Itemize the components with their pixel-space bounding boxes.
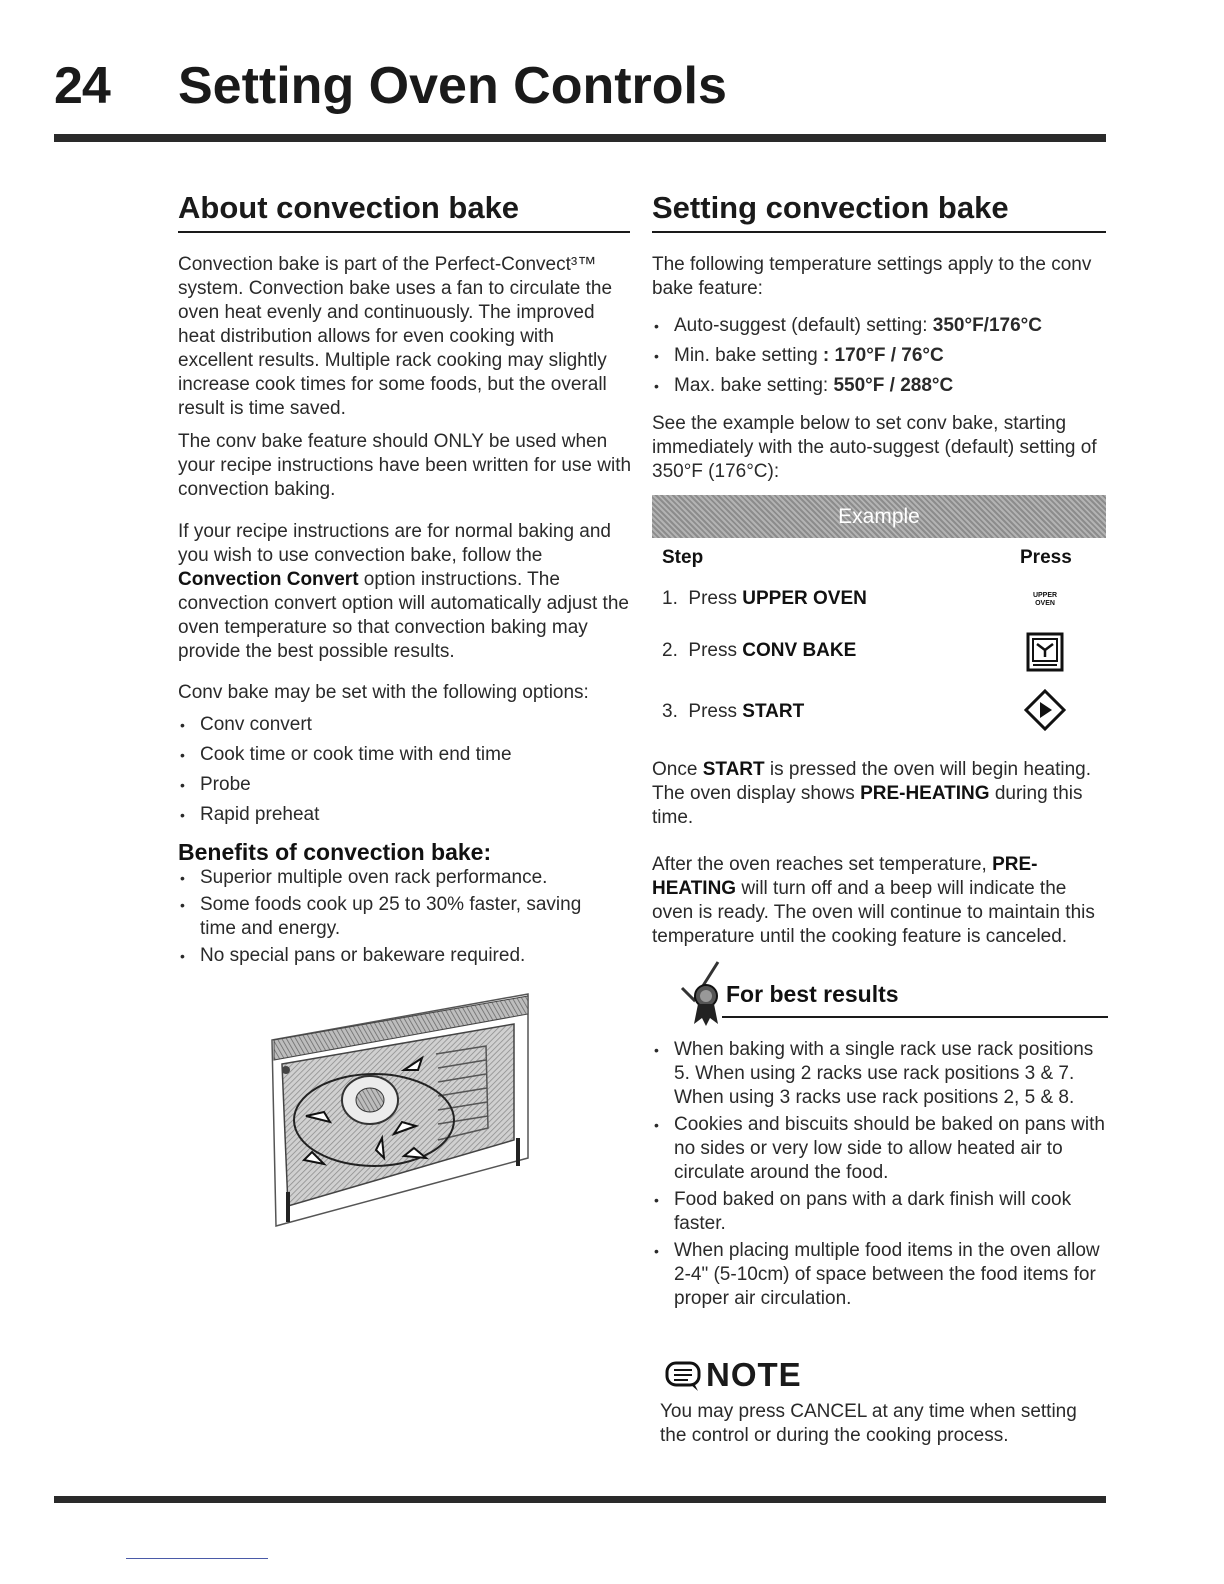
temperature-settings-list [652, 311, 1106, 401]
best-results-heading: For best results [726, 981, 899, 1007]
page-number: 24 [54, 57, 110, 115]
list-item: • When placing multiple food items in the oven allow 2-4" (5-10cm) of space between the food items for proper air circulation. [652, 1239, 1108, 1311]
after-start-paragraph: Once START is pressed the oven will begin heating. The oven display shows PRE-HEATING during this time. [652, 759, 1091, 828]
best-results-rule [722, 1016, 1108, 1018]
about-paragraph-2: The conv bake feature should ONLY be used when your recipe instructions have been written for use with convection baking. [178, 431, 632, 500]
footer-divider [54, 1496, 1106, 1503]
press-column-header: Press [1020, 547, 1072, 568]
list-item: • When baking with a single rack use rack positions 5. When using 2 racks use rack positions 3 & 7. When using 3 racks use rack positions 2, 5 & 8. [652, 1038, 1108, 1110]
header-divider [54, 134, 1106, 142]
example-step-3: 3. Press START [662, 701, 805, 722]
note-text: You may press CANCEL at any time when setting the control or during the cooking process. [660, 1401, 1077, 1446]
setting-convection-heading: Setting convection bake [652, 190, 1009, 225]
list-item: • Min. bake setting : 170°F / 76°C [652, 341, 1106, 371]
about-paragraph-1: Convection bake is part of the Perfect-Convect³™ system. Convection bake uses a fan to circulate the oven heat evenly and continuously. The improved heat distribution allows for even cooking with excellent results. Multiple rack cooking may slightly increase cook times for some foods, but the overall result is time saved. [178, 254, 613, 419]
example-title-bar: Example [652, 495, 1106, 538]
list-item: • Cook time or cook time with end time [178, 740, 634, 770]
award-ribbon-icon [680, 958, 724, 1028]
example-step-2: 2. Press CONV BAKE [662, 640, 857, 661]
page-title: Setting Oven Controls [178, 57, 727, 115]
example-step-1: 1. Press UPPER OVEN [662, 588, 867, 609]
example-intro: See the example below to set conv bake, starting immediately with the auto-suggest (default) setting of 350°F (176°C): [652, 413, 1097, 482]
benefits-list [178, 866, 618, 968]
list-item: • Auto-suggest (default) setting: 350°F/176°C [652, 311, 1106, 341]
list-item: • No special pans or bakeware required. [178, 944, 618, 968]
about-heading-rule [178, 231, 630, 233]
setting-heading-rule [652, 231, 1106, 233]
list-item: • Max. bake setting: 550°F / 288°C [652, 371, 1106, 401]
footer-line [126, 1558, 268, 1559]
options-intro: Conv bake may be set with the following options: [178, 682, 589, 703]
oven-fan-illustration [266, 988, 536, 1230]
start-key-icon [1024, 689, 1066, 731]
list-item: • Probe [178, 770, 634, 800]
list-item: • Conv convert [178, 710, 634, 740]
upper-oven-key-icon: UPPER OVEN [1032, 592, 1058, 607]
list-item: • Food baked on pans with a dark finish will cook faster. [652, 1188, 1108, 1236]
note-heading: NOTE [706, 1356, 802, 1393]
list-item: • Some foods cook up 25 to 30% faster, saving time and energy. [178, 893, 618, 941]
settings-intro: The following temperature settings apply to the conv bake feature: [652, 254, 1092, 299]
benefits-heading: Benefits of convection bake: [178, 839, 492, 865]
convection-convert-term: Convection Convert [178, 569, 359, 590]
best-results-list [652, 1038, 1108, 1311]
list-item: • Superior multiple oven rack performance. [178, 866, 618, 890]
about-paragraph-3: If your recipe instructions are for normal baking and you wish to use convection bake, follow the Convection Convert option instructions. The convection convert option will automatically adjust the oven temperature so that convection baking may provide the best possible results. [178, 521, 629, 662]
list-item: • Rapid preheat [178, 800, 634, 830]
conv-bake-key-icon [1026, 632, 1064, 672]
list-item: • Cookies and biscuits should be baked on pans with no sides or very low side to allow heated air to circulate around the food. [652, 1113, 1108, 1185]
note-icon [664, 1360, 704, 1392]
step-column-header: Step [662, 547, 704, 568]
after-temperature-paragraph: After the oven reaches set temperature, PRE-HEATING will turn off and a beep will indicate the oven is ready. The oven will continue to maintain this temperature until the cooking feature is canceled. [652, 854, 1095, 947]
options-list [178, 710, 634, 830]
about-convection-heading: About convection bake [178, 190, 520, 225]
